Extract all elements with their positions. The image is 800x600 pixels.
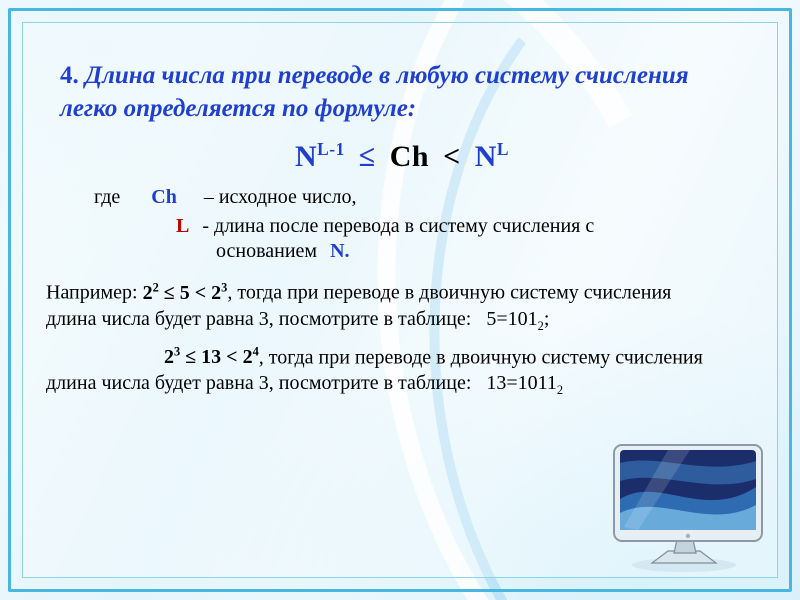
example-1-line3-sub: 2 bbox=[537, 318, 544, 333]
example-2-comma: , bbox=[258, 346, 264, 369]
example-1-line2: систему счисления длина числа будет равна 3, посмотрите bbox=[46, 281, 672, 330]
legend-where-word: где bbox=[94, 186, 121, 208]
formula-left-exponent: L-1 bbox=[317, 139, 345, 159]
legend-l-text: длина после перевода в систему счисления с bbox=[214, 215, 595, 237]
example-2-tail: тогда при переводе в двоичную bbox=[268, 346, 537, 369]
example-1-tail: тогда при переводе в двоичную bbox=[237, 281, 506, 304]
title-text: Длина числа при переводе в любую систему счисления легко определяется по формуле: bbox=[60, 62, 689, 122]
legend-line-n bbox=[216, 240, 758, 263]
example-1-line3-suffix: ; bbox=[543, 307, 550, 330]
legend-l-text2: основанием bbox=[216, 240, 318, 262]
formula-operator-1: ≤ bbox=[358, 140, 376, 173]
legend-ch-text: – исходное число, bbox=[203, 186, 357, 208]
example-2-expr bbox=[164, 346, 259, 368]
example-2-line3-sub: 2 bbox=[556, 383, 564, 398]
legend-l-symbol: L bbox=[176, 215, 190, 237]
example-1-lead: Например: bbox=[46, 281, 138, 304]
legend-l-dash: - bbox=[202, 215, 210, 237]
example-2-base-1: 2 bbox=[164, 346, 174, 369]
formula-right-exponent: L bbox=[496, 139, 509, 159]
formula-left-base: N bbox=[295, 140, 318, 173]
legend-n-symbol: N. bbox=[330, 240, 350, 262]
example-1-base-2: 2 bbox=[211, 281, 222, 304]
example-2-line2: систему счисления длина числа будет равна 3, bbox=[46, 346, 703, 395]
example-2-line3-value: 13=1011 bbox=[486, 372, 557, 395]
example-1-sup-1: 2 bbox=[152, 280, 159, 294]
legend-line-l bbox=[176, 215, 758, 238]
example-2-base-2: 2 bbox=[242, 346, 253, 369]
example-1-expr bbox=[143, 282, 228, 304]
example-1-base-1: 2 bbox=[142, 281, 153, 304]
example-1-line3-prefix: в таблице: bbox=[383, 307, 472, 330]
formula-right-base: N bbox=[474, 140, 497, 173]
example-1-sup-2: 3 bbox=[221, 280, 228, 294]
legend-line-ch bbox=[94, 186, 758, 209]
formula-operator-2: < bbox=[443, 140, 461, 173]
slide-title bbox=[60, 60, 720, 125]
example-2-sup-1: 3 bbox=[174, 344, 181, 359]
formula-middle: Ch bbox=[389, 140, 430, 173]
example-1-comma: , bbox=[227, 281, 233, 304]
example-1-operator: ≤ 5 < bbox=[163, 281, 207, 304]
example-2-line3-prefix: посмотрите в таблице: bbox=[278, 372, 472, 395]
example-2-operator: ≤ 13 < bbox=[185, 346, 238, 369]
example-2 bbox=[46, 344, 711, 399]
example-1-line3-value: 5=101 bbox=[486, 307, 538, 330]
legend-ch-symbol: Ch bbox=[151, 186, 177, 208]
main-formula bbox=[46, 139, 758, 174]
example-1 bbox=[46, 279, 711, 334]
example-2-sup-2: 4 bbox=[252, 344, 259, 359]
computer-monitor-illustration bbox=[598, 439, 778, 574]
title-number: 4. bbox=[60, 62, 79, 89]
